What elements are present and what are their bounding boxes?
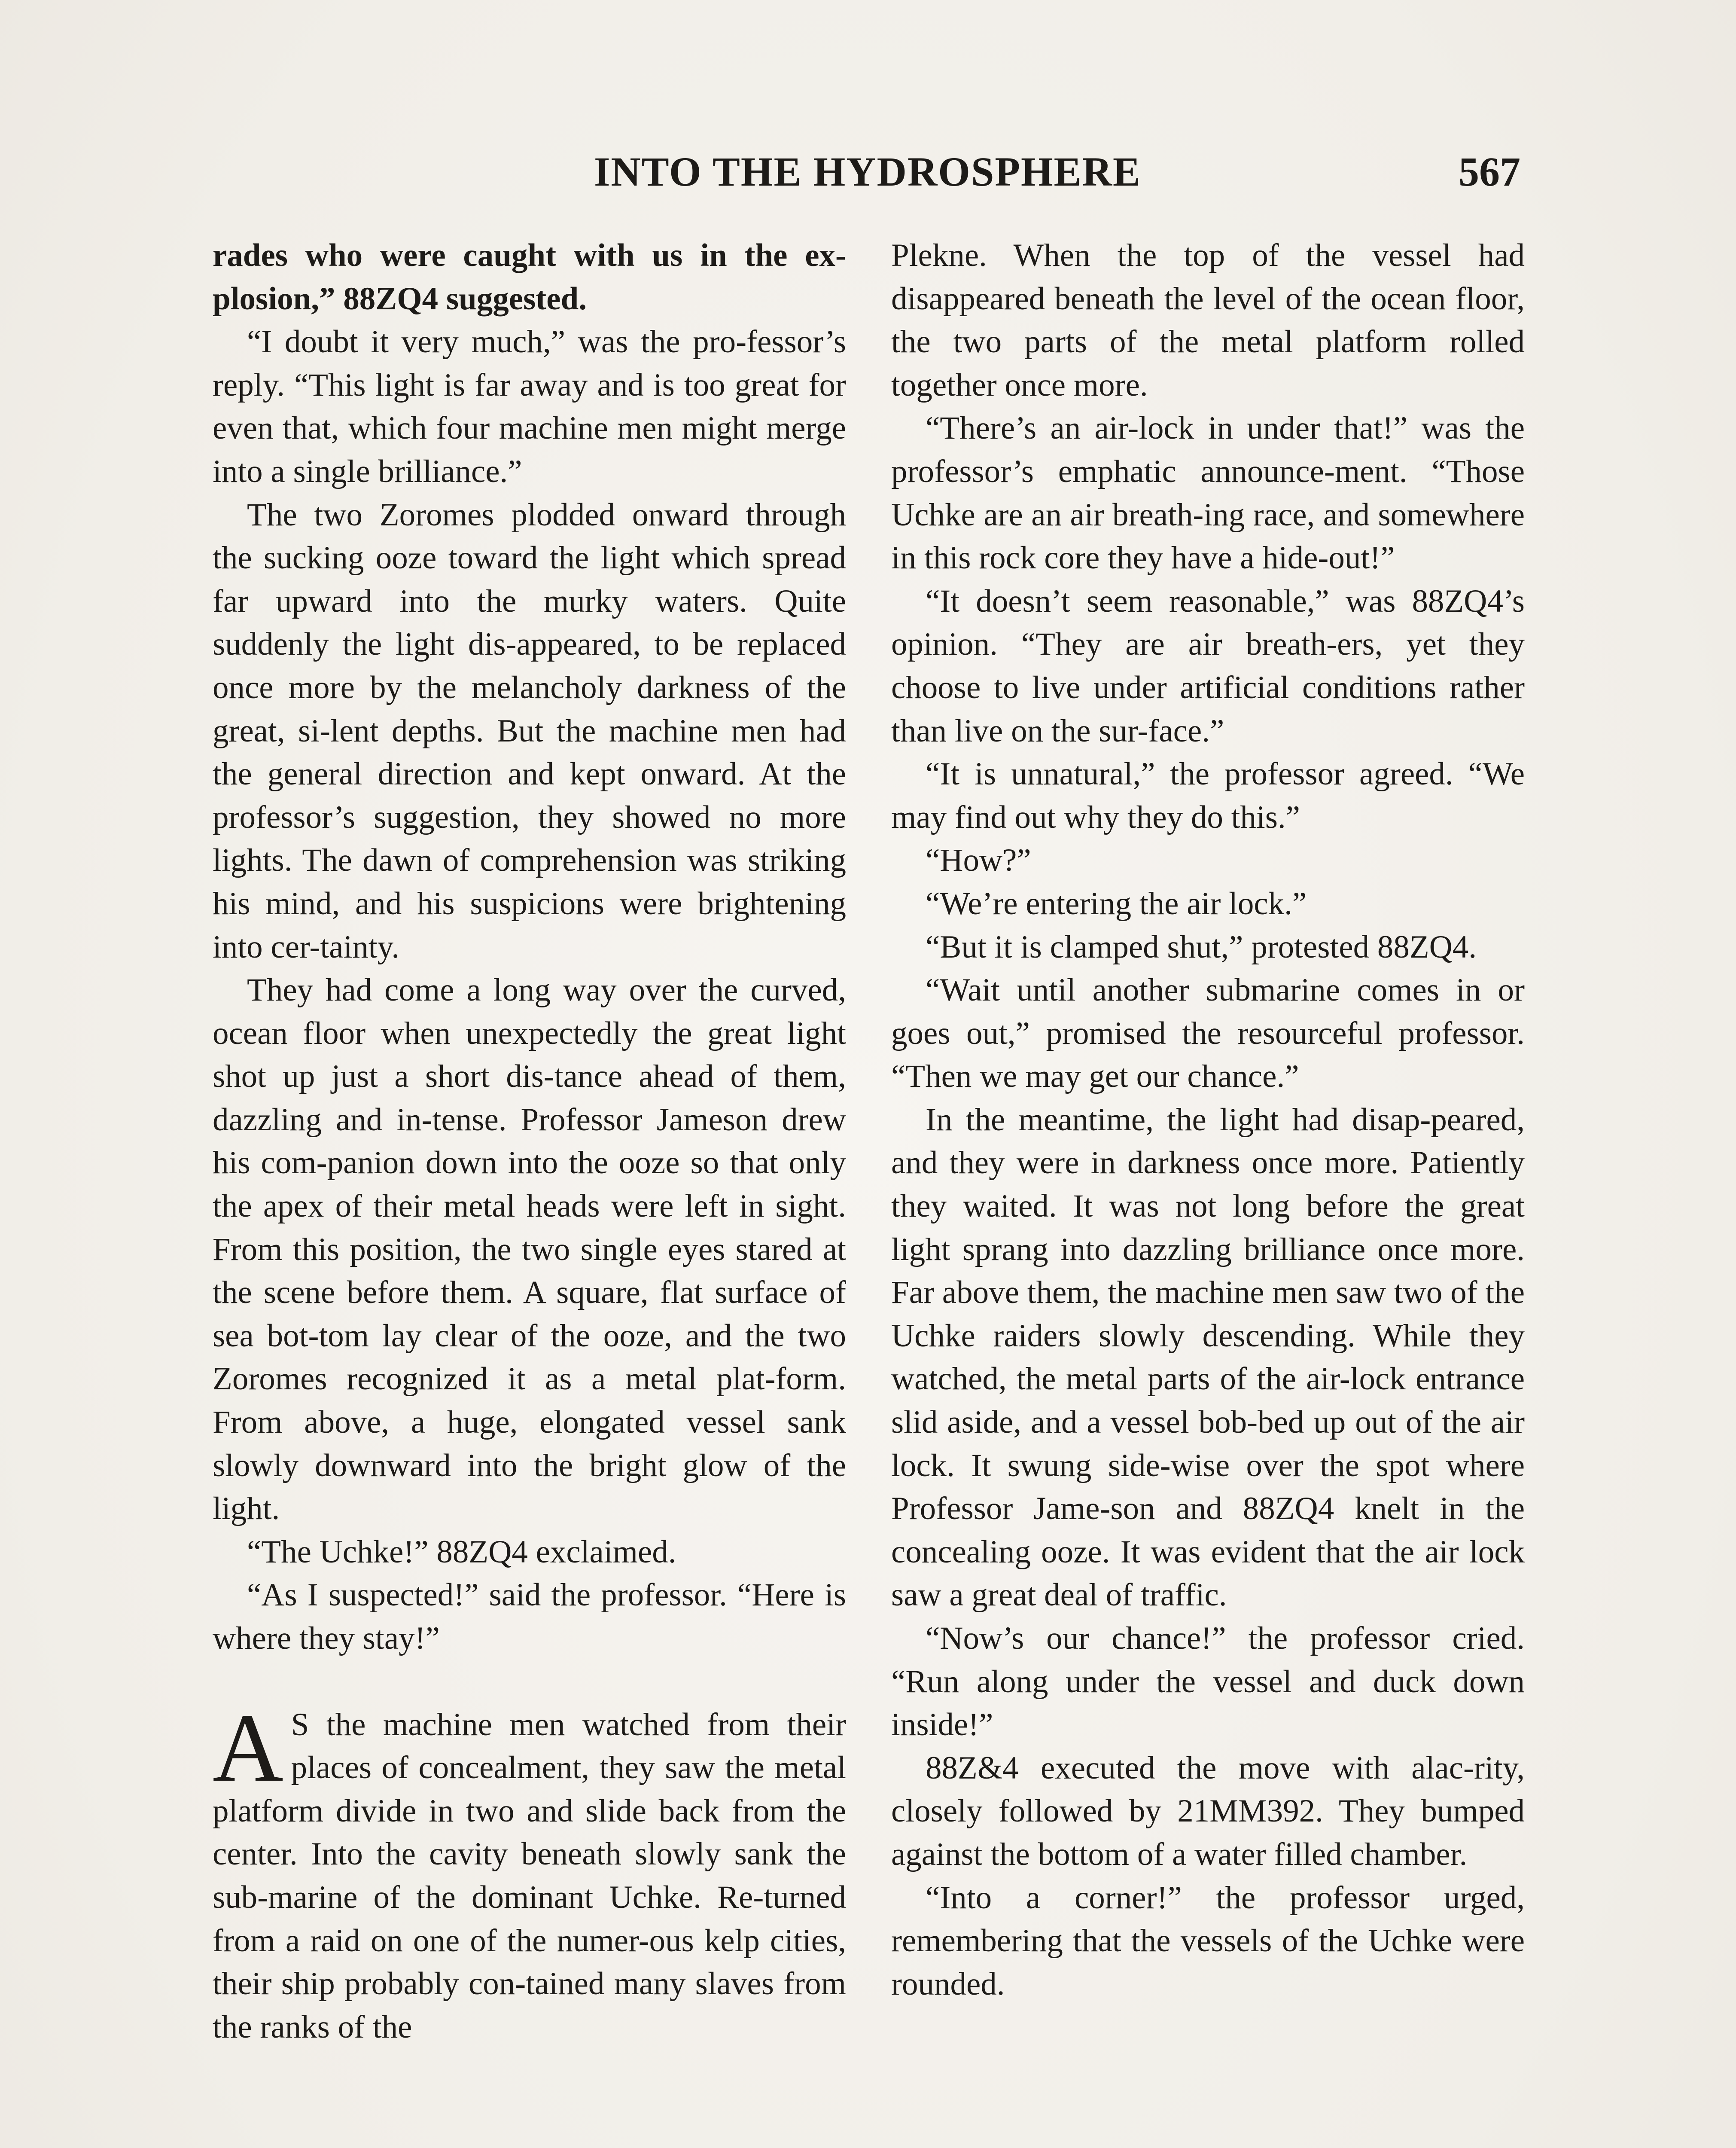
paragraph: “Now’s our chance!” the professor cried. “Run along under the vessel and duck down inside!” (891, 1620, 1525, 1743)
paragraph: They had come a long way over the curved, ocean floor when unexpectedly the great light shot up just a short dis-tance ahead of them, dazzling and in-tense. Professor Jameson drew his com-panion down into the ooze so that only the apex of their metal heads were left in sight. From this position, the two single eyes stared at the scene before them. A square, flat surface of sea bot-tom lay clear of the ooze, and the two Zoromes recognized it as a metal plat-form. From above, a huge, elongated vessel sank slowly downward into the bright glow of the light. (213, 972, 846, 1527)
paragraph: 88Z&4 executed the move with alac-rity, closely followed by 21MM392. They bumped against the bottom of a water filled chamber. (891, 1750, 1525, 1872)
running-header (215, 146, 1520, 202)
page-number: 567 (1459, 149, 1520, 195)
dropcap-paragraph-text: S the machine men watched from their places of concealment, they saw the metal platform divide in two and slide back from the center. Into the cavity beneath slowly sank the sub-marine of the dominant Uchke. Re-turned from a raid on one of the numer-ous kelp cities, their ship probably con-tained many slaves from the ranks of the (213, 1706, 846, 2045)
paragraph: rades who were caught with us in the ex-plosion,” 88ZQ4 suggested. (213, 238, 846, 317)
dropcap-paragraph (213, 1693, 846, 2049)
paragraph: “The Uchke!” 88ZQ4 exclaimed. (247, 1534, 676, 1570)
paragraph: “Into a corner!” the professor urged, remembering that the vessels of the Uchke were rounded. (891, 1880, 1525, 2002)
left-column (213, 234, 846, 2049)
right-column (891, 234, 1525, 2006)
paragraph: “It doesn’t seem reasonable,” was 88ZQ4’s opinion. “They are air breath-ers, yet they choose to live under artificial conditions rather than live on the sur-face.” (891, 583, 1525, 749)
paragraph: “There’s an air-lock in under that!” was the professor’s emphatic announce-ment. “Those Uchke are an air breath-ing race, and somewhere in this rock core they have a hide-out!” (891, 410, 1525, 576)
paragraph: The two Zoromes plodded onward through the sucking ooze toward the light which spread far upward into the murky waters. Quite suddenly the light dis-appeared, to be replaced once more by the melancholy darkness of the great, si-lent depths. But the machine men had the general direction and kept onward. At the professor’s suggestion, they showed no more lights. The dawn of comprehension was striking his mind, and his suspicions were brightening into cer-tainty. (213, 497, 846, 965)
paragraph: “We’re entering the air lock.” (926, 885, 1307, 921)
paragraph: “But it is clamped shut,” protested 88ZQ4. (926, 929, 1477, 965)
paragraph: Plekne. When the top of the vessel had disappeared beneath the level of the ocean floor, the two parts of the metal platform rolled together once more. (891, 238, 1525, 403)
paragraph: “As I suspected!” said the professor. “Here is where they stay!” (213, 1577, 846, 1656)
paragraph: “I doubt it very much,” was the pro-fessor’s reply. “This light is far away and is too great for even that, which four machine men might merge into a single brilliance.” (213, 324, 846, 489)
drop-cap-letter: A (213, 1693, 283, 1802)
paragraph: “Wait until another submarine comes in or goes out,” promised the resourceful professor. “Then we may get our chance.” (891, 972, 1525, 1095)
paragraph: “It is unnatural,” the professor agreed. “We may find out why they do this.” (891, 756, 1525, 835)
paragraph: In the meantime, the light had disap-peared, and they were in darkness once more. Patiently they waited. It was not long before the great light sprang into dazzling brilliance once more. Far above them, the machine men saw two of the Uchke raiders slowly descending. While they watched, the metal parts of the air-lock entrance slid aside, and a vessel bob-bed up out of the air lock. It swung side-wise over the spot where Professor Jame-son and 88ZQ4 knelt in the concealing ooze. It was evident that the air lock saw a great deal of traffic. (891, 1101, 1525, 1613)
page-title: INTO THE HYDROSPHERE (594, 149, 1142, 195)
paragraph: “How?” (926, 842, 1031, 879)
